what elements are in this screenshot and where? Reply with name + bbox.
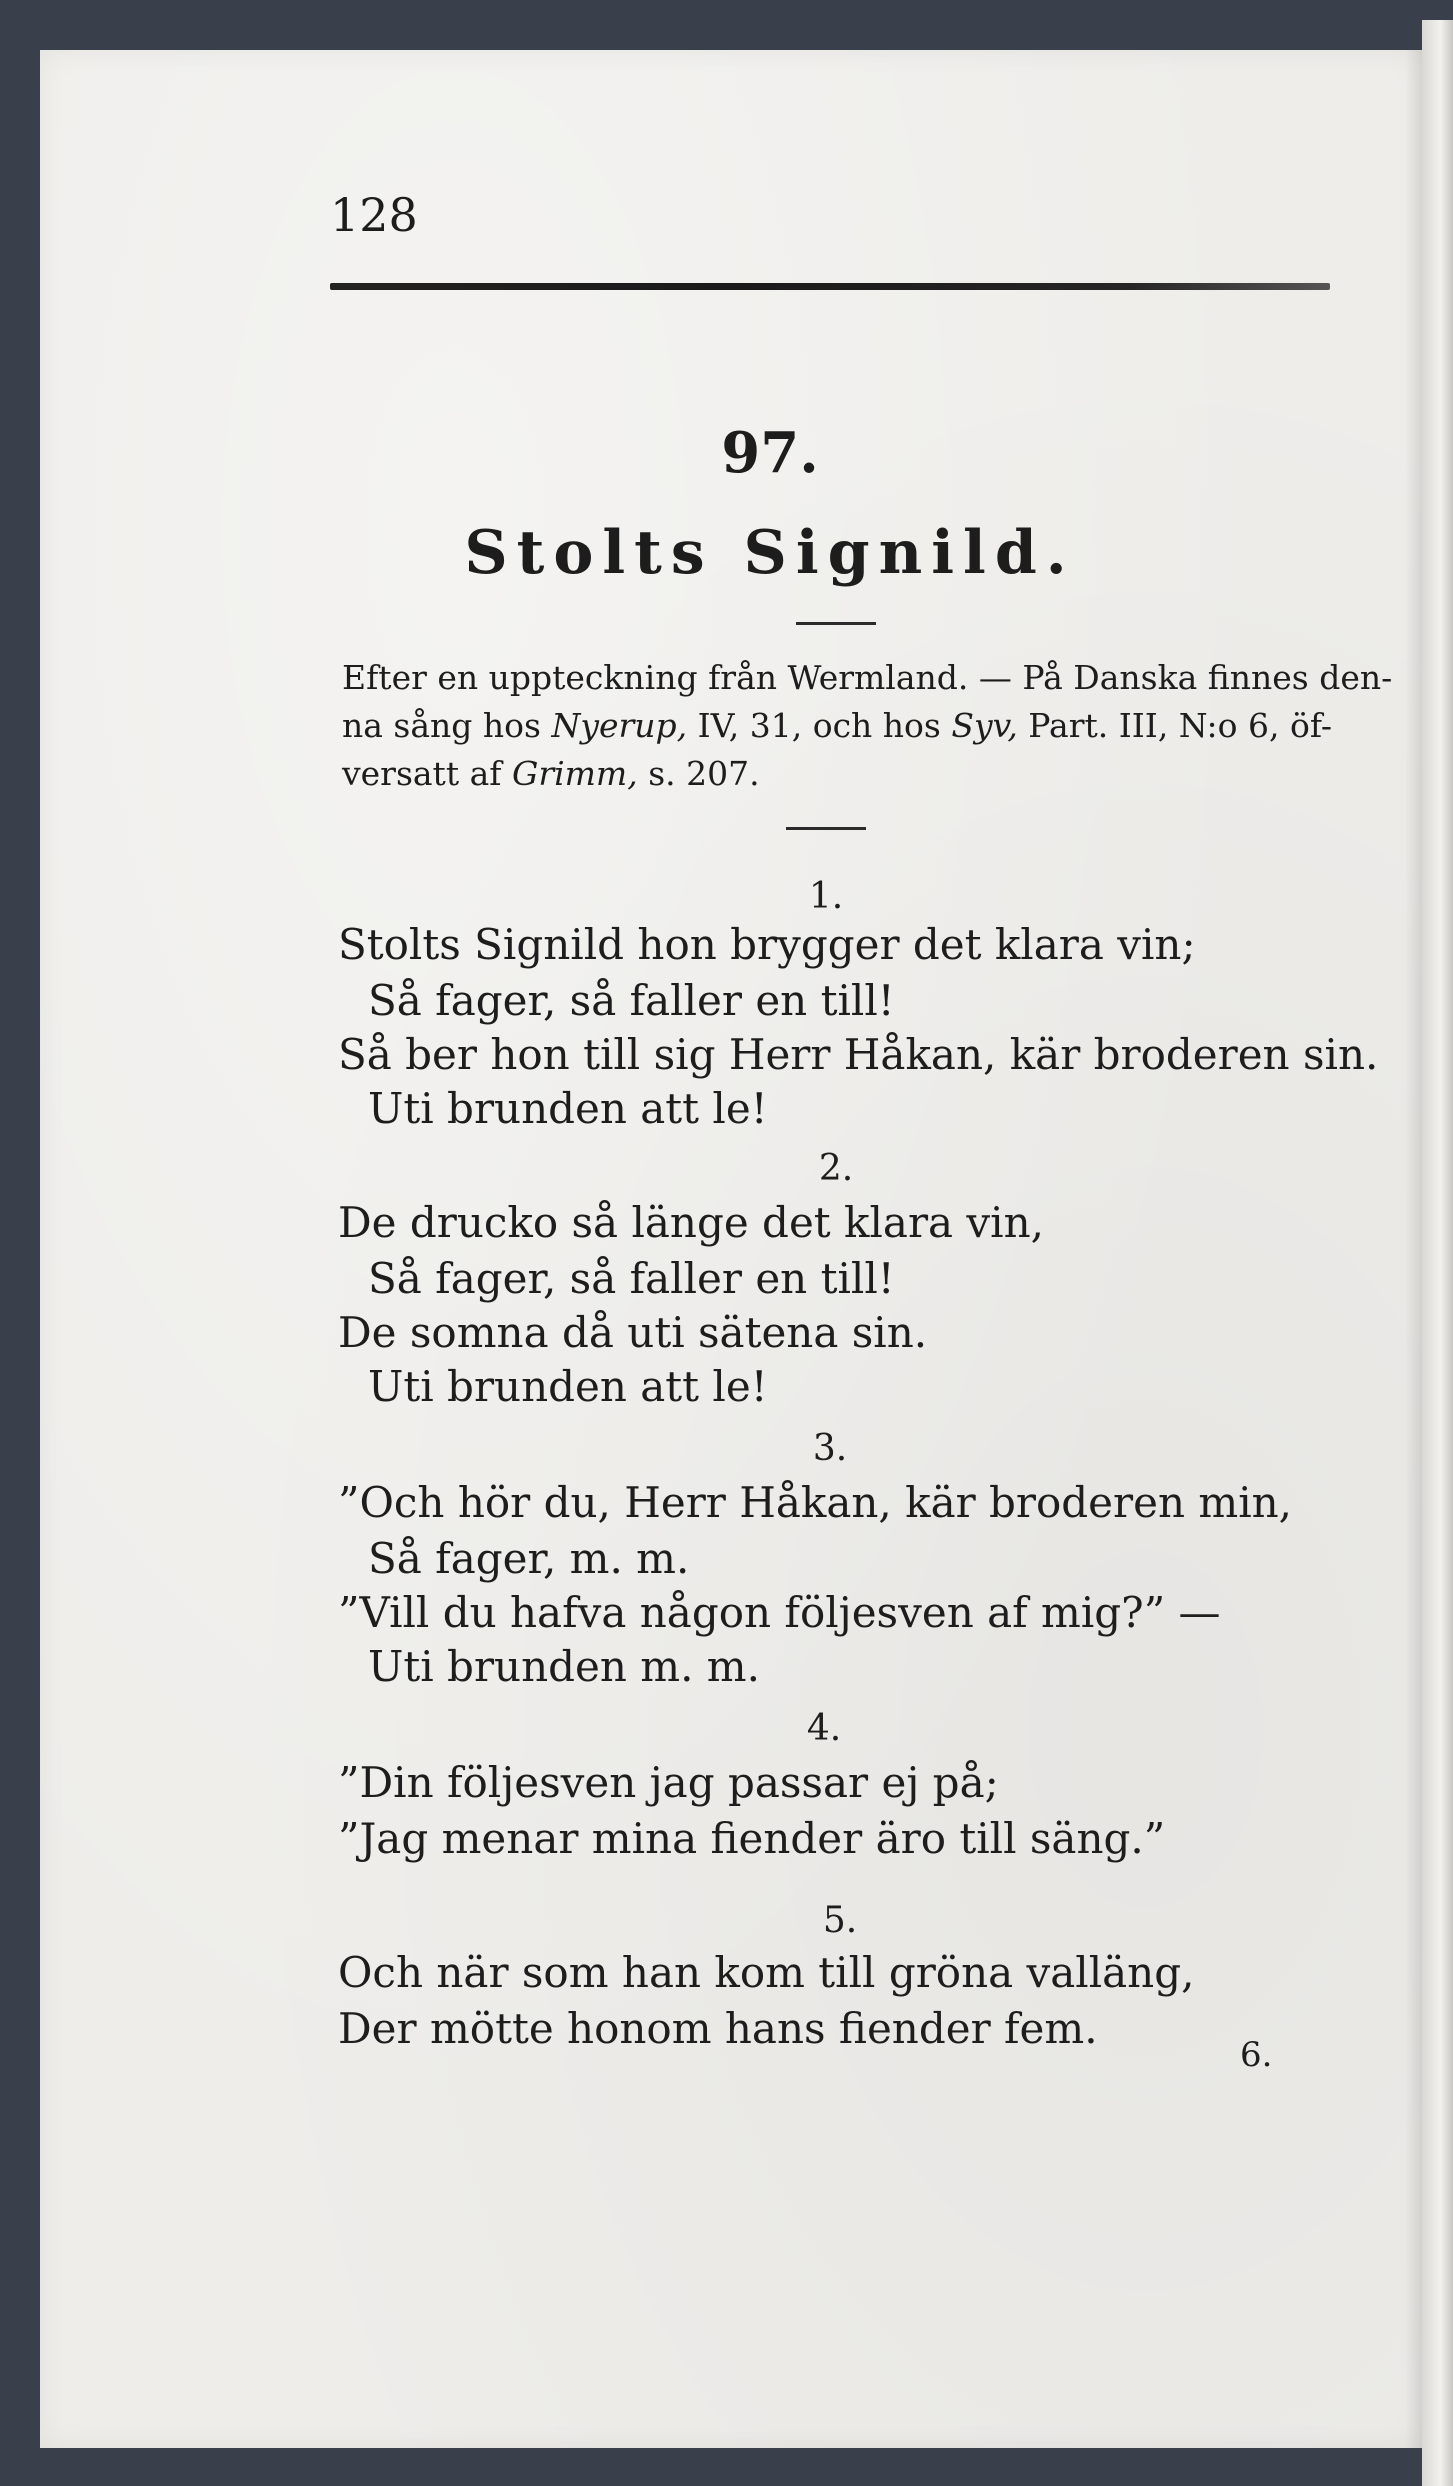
note-divider [786,827,866,830]
source-note-line-2 [342,706,1332,745]
stanza-number: 5. [822,1900,858,1941]
source-note-text: s. 207. [637,754,760,793]
source-note-text: Efter en uppteckning från Wermland. — På Danska finnes den- [342,658,1393,697]
source-note-author: Nyerup, [551,706,688,745]
header-rule [330,283,1330,290]
verse-line: Och när som han kom till gröna valläng, [338,1948,1195,1997]
source-note-text: versatt af [342,754,512,793]
verse-line: Stolts Signild hon brygger det klara vin; [338,920,1196,969]
verse-refrain: Så fager, m. m. [368,1534,690,1583]
source-note-author: Grimm, [511,754,638,793]
stanza-number: 4. [806,1708,842,1749]
verse-line: ”Din följesven jag passar ej på; [338,1758,999,1807]
verse-line: Så ber hon till sig Herr Håkan, kär broderen sin. [338,1030,1379,1079]
source-note-text: IV, 31, och hos [687,706,952,745]
song-number: 97. [721,420,819,486]
verse-line: ”Vill du hafva någon följesven af mig?” — [338,1588,1221,1637]
source-note-author: Syv, [951,706,1018,745]
verse-refrain: Uti brunden att le! [368,1084,768,1133]
verse-refrain: Så fager, så faller en till! [368,976,895,1025]
verse-line: ”Och hör du, Herr Håkan, kär broderen min, [338,1478,1293,1527]
song-title: Stolts Signild. [464,518,1076,588]
title-divider [796,622,876,625]
verse-refrain: Så fager, så faller en till! [368,1254,895,1303]
source-note-text: na sång hos [342,706,552,745]
source-note-text: Part. III, N:o 6, öf- [1017,706,1333,745]
verse-line: ”Jag menar mina fiender äro till säng.” [338,1814,1166,1863]
source-note-line-3 [342,754,760,793]
page-gutter-shadow [1405,50,1422,2448]
verse-refrain: Uti brunden att le! [368,1362,768,1411]
stanza-number: 3. [812,1428,848,1469]
stanza-number: 1. [808,876,844,917]
stanza-number: 2. [818,1148,854,1189]
verse-refrain: Uti brunden m. m. [368,1642,760,1691]
source-note-line-1 [342,658,1392,697]
verse-line: De somna då uti sätena sin. [338,1308,928,1357]
verse-line: De drucko så länge det klara vin, [338,1198,1044,1247]
book-page [40,50,1422,2448]
page-number: 128 [330,188,418,242]
verse-line: Der mötte honom hans fiender fem. [338,2004,1098,2053]
catchword: 6. [1240,2035,1273,2075]
book-edge [1422,20,1453,2486]
